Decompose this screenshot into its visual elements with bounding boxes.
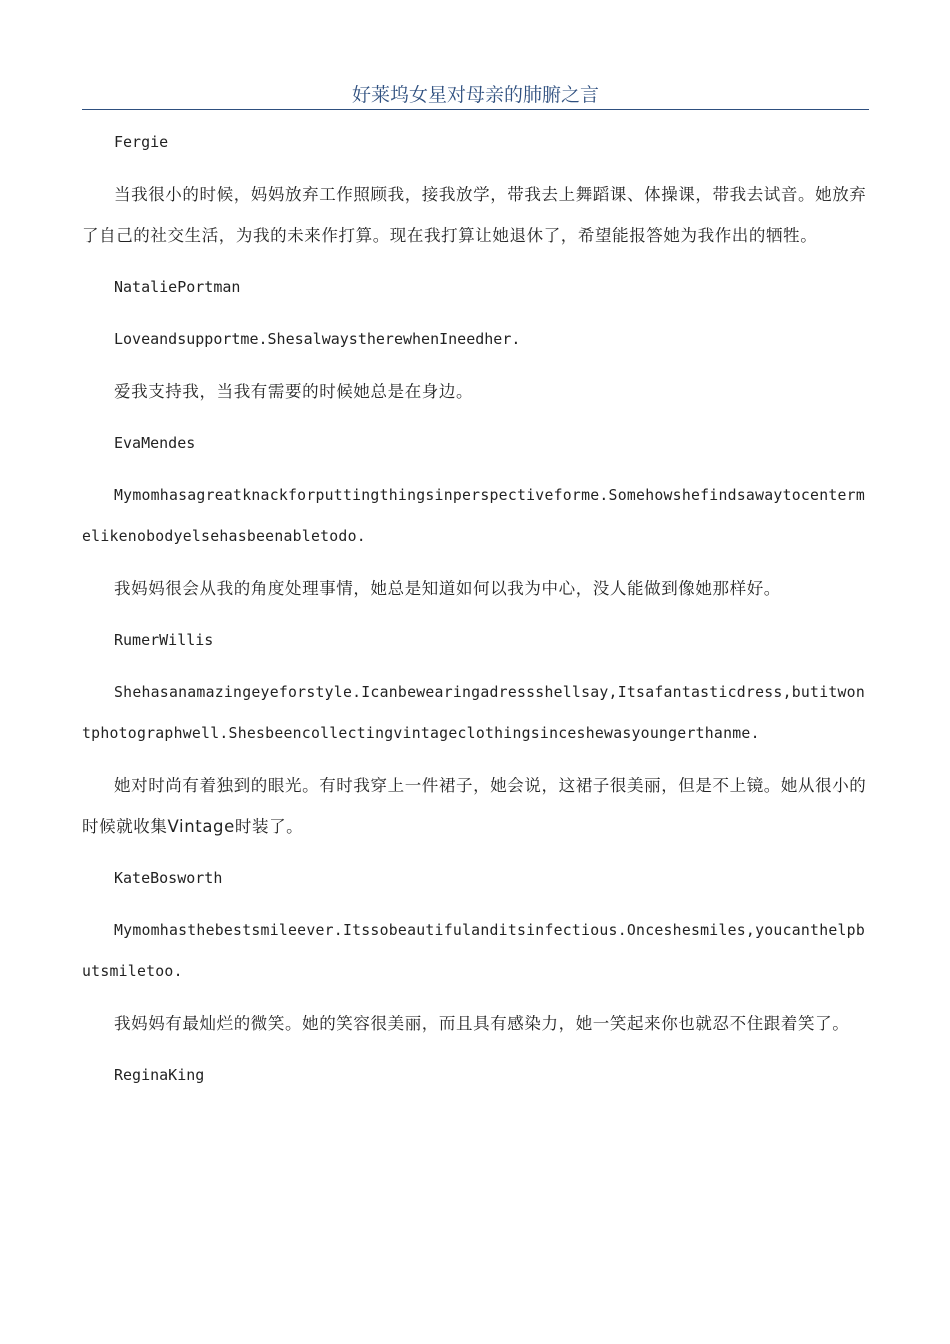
speaker-name: KateBosworth — [114, 869, 223, 887]
paragraph-chinese: 她对时尚有着独到的眼光。有时我穿上一件裙子，她会说，这裙子很美丽，但是不上镜。她从很小的时候就收集Vintage时装了。 — [82, 776, 867, 836]
paragraph-chinese: 我妈妈有最灿烂的微笑。她的笑容很美丽，而且具有感染力，她一笑起来你也就忍不住跟着笑了。 — [114, 1014, 850, 1033]
page-title: 好莱坞女星对母亲的肺腑之言 — [351, 84, 599, 106]
paragraph-english: Mymomhasagreatknackforputtingthingsinperspectiveforme.Somehowshefindsawaytocentermelikenobodyelsehasbeenabletodo. — [82, 487, 865, 545]
paragraph-chinese: 我妈妈很会从我的角度处理事情，她总是知道如何以我为中心，没人能做到像她那样好。 — [114, 579, 781, 598]
speaker-name: Fergie — [114, 133, 169, 151]
speaker-name: NataliePortman — [114, 278, 241, 296]
header-divider — [82, 109, 869, 110]
paragraph-english: Mymomhasthebestsmileever.Itssobeautifulanditsinfectious.Onceshesmiles,youcanthelpbutsmiletoo. — [82, 922, 865, 980]
speaker-name: ReginaKing — [114, 1066, 205, 1084]
paragraph-chinese: 当我很小的时候，妈妈放弃工作照顾我，接我放学，带我去上舞蹈课、体操课，带我去试音。她放弃了自己的社交生活，为我的未来作打算。现在我打算让她退休了，希望能报答她为我作出的牺牲。 — [82, 185, 867, 245]
paragraph-english: Loveandsupportme.ShesalwaystherewhenIneedher. — [114, 330, 521, 348]
paragraph-english: Shehasanamazingeyeforstyle.Icanbewearingadressshellsay,Itsafantasticdress,butitwontphotographwell.Shesbeencollectingvintageclothingsinceshewasyoungerthanme. — [82, 684, 865, 742]
paragraph-chinese: 爱我支持我，当我有需要的时候她总是在身边。 — [114, 382, 474, 401]
speaker-name: RumerWillis — [114, 631, 214, 649]
document-body — [82, 122, 869, 1096]
speaker-name: EvaMendes — [114, 434, 196, 452]
